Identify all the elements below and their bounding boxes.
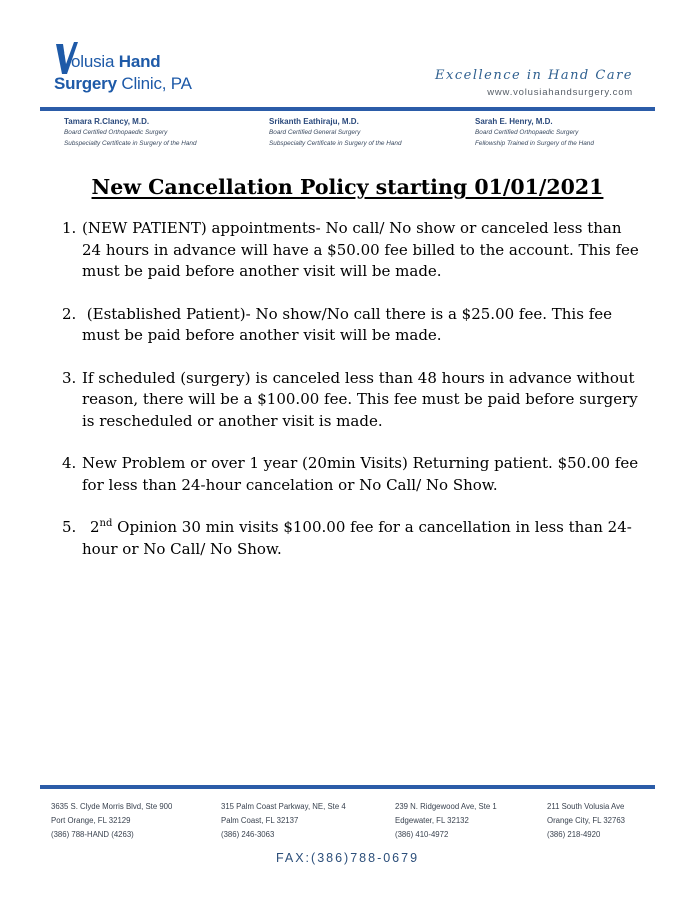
policy-line: (NEW PATIENT) appointments- No call/ No show or canceled less than [82,219,622,237]
office-phone: (386) 218-4920 [547,830,601,839]
physician-credential: Fellowship Trained in Surgery of the Hand [475,140,594,147]
office-palm-coast [221,800,346,842]
policy-number: 1. [62,219,77,237]
policy-line: If scheduled (surgery) is canceled less than 48 hours in advance without [82,368,635,387]
physician-eathiraju [269,116,469,149]
policy-line: is rescheduled or another visit is made. [82,411,383,430]
physician-credential: Subspecialty Certificate in Surgery of the Hand [64,140,197,147]
physician-credential: Board Certified Orthopaedic Surgery [64,129,168,136]
office-phone: (386) 788-HAND (4263) [51,830,134,839]
physician-list [64,116,655,156]
policy-list [62,218,642,581]
logo-line2-rest: Clinic, PA [116,74,192,93]
office-orange-city [547,800,625,842]
office-city: Palm Coast, FL 32137 [221,816,299,825]
policy-line-text: Opinion 30 min visits $100.00 fee for a cancellation in less than 24- [112,518,632,536]
physician-credential: Subspecialty Certificate in Surgery of the Hand [269,140,402,147]
policy-line: New Problem or over 1 year (20min Visits) Returning patient. $50.00 fee [82,454,639,472]
physician-name: Tamara R.Clancy, M.D. [64,117,150,126]
footer-divider [40,785,655,789]
policy-number: 2. [62,304,77,323]
policy-line: 24 hours in advance will have a $50.00 fee billed to the account. This fee [82,240,639,259]
header-divider [40,107,655,111]
logo-line1-rest: olusia [71,52,119,71]
policy-number: 4. [62,454,77,472]
logo-line1-bold: Hand [118,52,161,71]
office-phone: (386) 410-4972 [395,830,449,839]
ordinal-suffix: nd [99,518,113,529]
policy-number: 3. [62,368,77,387]
office-addresses [51,800,655,845]
office-street: 239 N. Ridgewood Ave, Ste 1 [395,802,497,811]
office-phone: (386) 246-3063 [221,830,275,839]
logo-text-line2 [54,74,192,94]
policy-number: 5. [62,518,77,536]
policy-item [62,218,642,283]
policy-line [82,517,642,539]
physician-name: Srikanth Eathiraju, M.D. [269,117,359,126]
physician-clancy [64,116,264,149]
policy-line: must be paid before another visit will be made. [82,326,442,344]
office-street: 315 Palm Coast Parkway, NE, Ste 4 [221,802,346,811]
office-city: Edgewater, FL 32132 [395,816,469,825]
physician-credential: Board Certified Orthopaedic Surgery [475,129,579,136]
policy-line: for less than 24-hour cancelation or No Call/ No Show. [82,475,498,494]
policy-item [62,517,642,560]
physician-name: Sarah E. Henry, M.D. [475,117,553,126]
clinic-tagline: Excellence in Hand Care [435,68,633,83]
policy-item [62,368,642,433]
office-city: Port Orange, FL 32129 [51,816,131,825]
policy-line: reason, there will be a $100.00 fee. This fee must be paid before surgery [82,390,638,408]
clinic-logo [54,40,214,100]
clinic-website: www.volusiahandsurgery.com [487,87,633,98]
fax-number: FAX:(386)788-0679 [275,851,420,865]
office-edgewater [395,800,497,842]
ordinal-number: 2 [90,518,100,536]
office-port-orange [51,800,172,842]
policy-item [62,453,642,496]
office-street: 211 South Volusia Ave [547,802,625,811]
office-street: 3635 S. Clyde Morris Blvd, Ste 900 [51,802,173,811]
policy-line: (Established Patient)- No show/No call there is a $25.00 fee. This fee [82,304,613,323]
logo-line2-bold: Surgery [54,74,117,93]
document-title: New Cancellation Policy starting 01/01/2021 [91,175,604,199]
policy-item [62,304,642,347]
logo-text-line1 [71,52,160,72]
physician-henry [475,116,675,149]
physician-credential: Board Certified General Surgery [269,129,361,136]
policy-line: must be paid before another visit will be made. [82,262,442,280]
policy-line: hour or No Call/ No Show. [82,539,282,558]
office-city: Orange City, FL 32763 [547,816,626,825]
